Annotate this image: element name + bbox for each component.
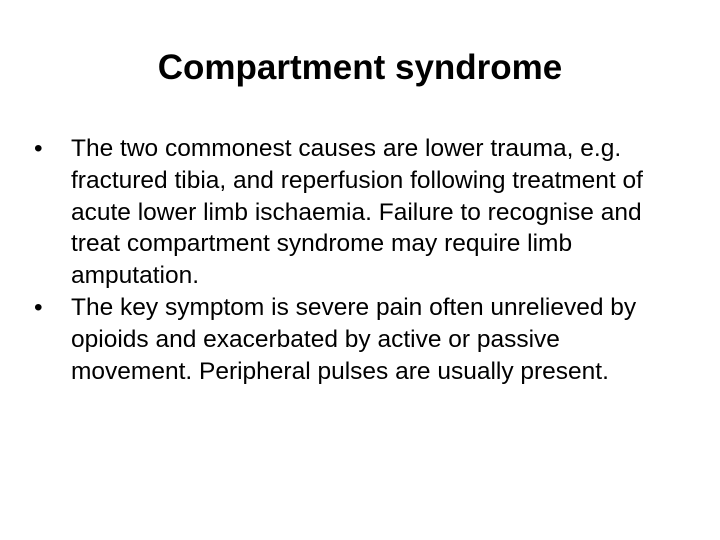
bullet-list xyxy=(34,133,684,387)
bullet-dot-icon: • xyxy=(34,135,43,162)
slide-title: Compartment syndrome xyxy=(157,48,563,87)
bullet-text: The key symptom is severe pain often unrelieved by opioids and exacerbated by active or passive movement. Peripheral pulses are usually present. xyxy=(71,293,637,385)
bullet-item xyxy=(34,133,684,292)
bullet-text: The two commonest causes are lower trauma, e.g. fractured tibia, and reperfusion following treatment of acute lower limb ischaemia. Failure to recognise and treat compartment syndrome may require limb amputation. xyxy=(71,135,643,290)
bullet-item xyxy=(34,292,684,387)
bullet-dot-icon: • xyxy=(34,293,43,321)
